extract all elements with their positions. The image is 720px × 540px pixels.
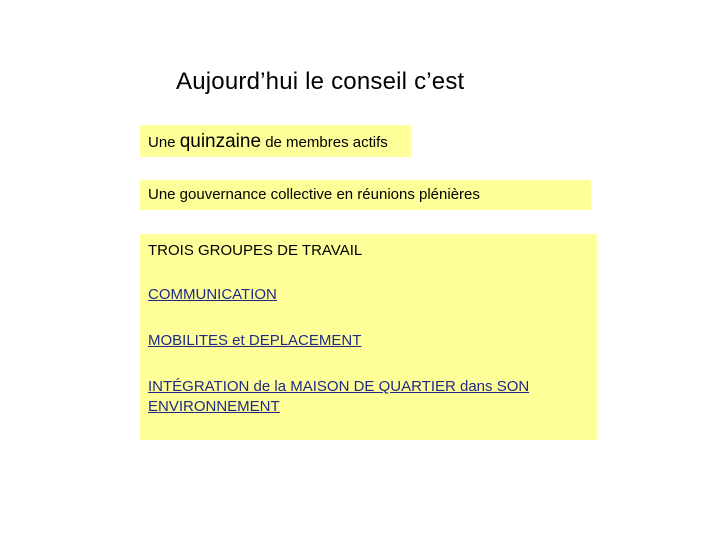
governance-box: [140, 180, 591, 210]
page-title: Aujourd’hui le conseil c’est: [176, 68, 465, 95]
working-groups-heading: TROIS GROUPES DE TRAVAIL: [148, 242, 363, 259]
members-prefix: Une: [148, 134, 180, 151]
link-mobilites[interactable]: MOBILITES et DEPLACEMENT: [148, 332, 362, 349]
members-text: [148, 131, 388, 153]
members-suffix: de membres actifs: [261, 134, 388, 151]
working-groups-box: [140, 234, 597, 440]
members-emphasis: quinzaine: [179, 131, 262, 152]
link-integration[interactable]: INTÉGRATION de la MAISON DE QUARTIER dans SON ENVIRONNEMENT: [148, 378, 530, 415]
link-communication[interactable]: COMMUNICATION: [148, 286, 277, 303]
governance-text: Une gouvernance collective en réunions plénières: [148, 186, 480, 203]
members-box: [140, 125, 411, 157]
working-groups-list: [148, 242, 588, 443]
